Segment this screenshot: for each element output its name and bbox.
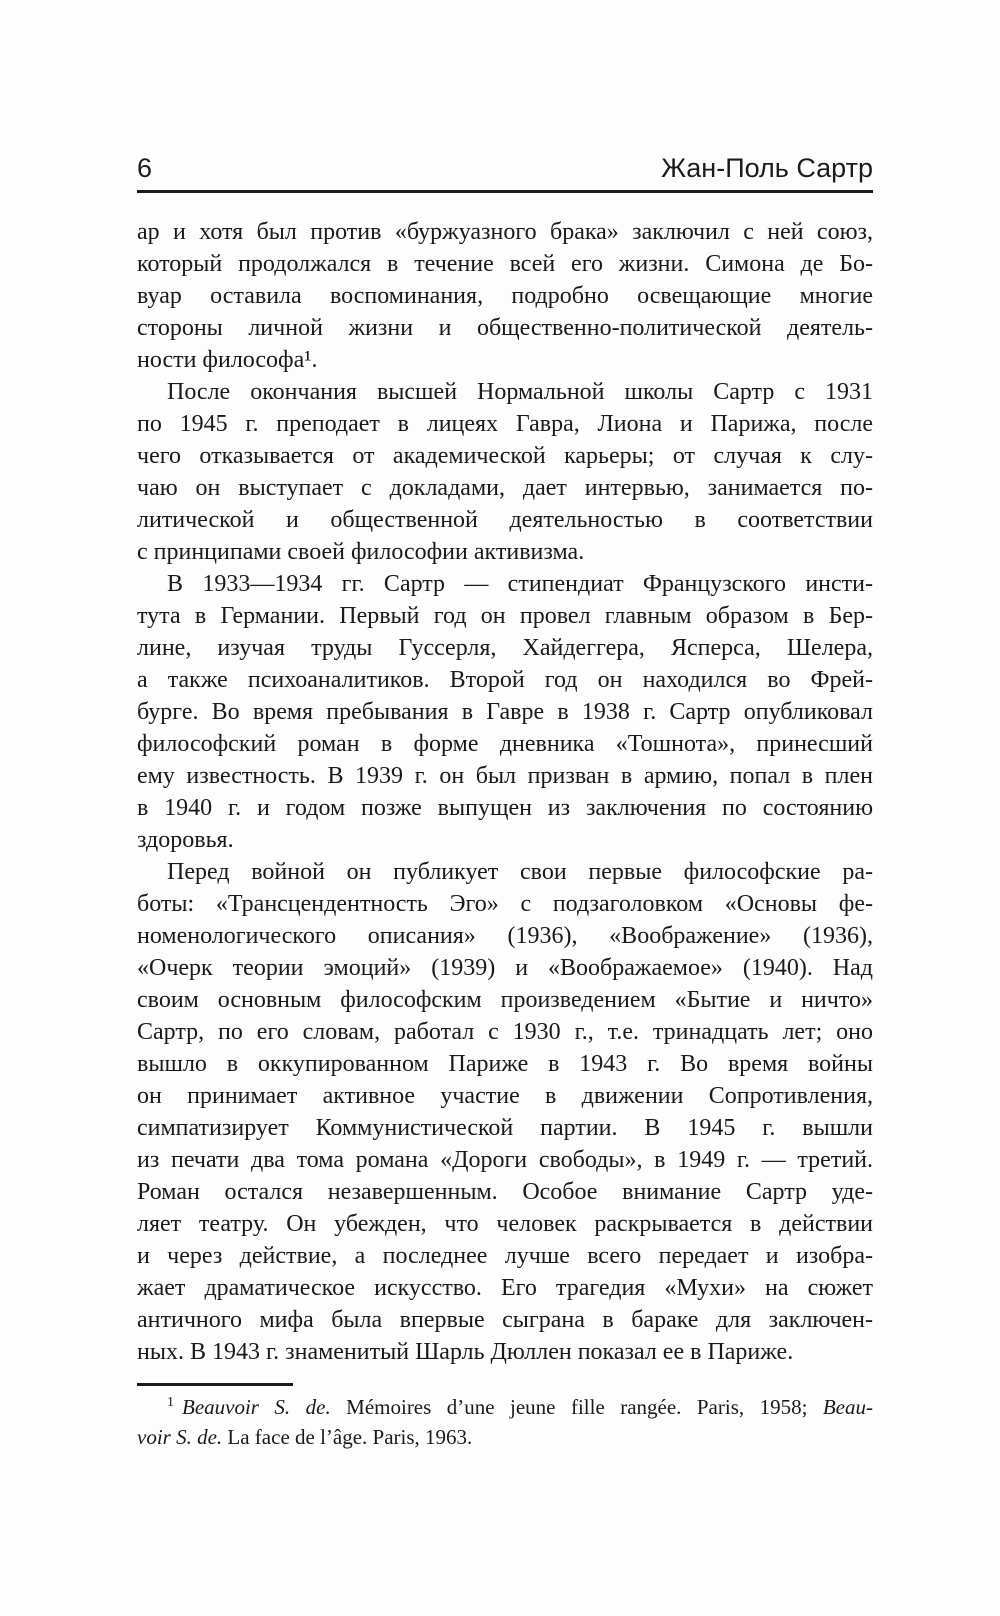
footnote bbox=[137, 1392, 873, 1452]
body-line: жает драматическое искусство. Его трагедия «Мухи» на сюжет bbox=[137, 1275, 873, 1301]
header-rule bbox=[137, 190, 873, 193]
footnote-author: Beauvoir S. de. bbox=[182, 1395, 331, 1419]
body-line: В 1933—1934 гг. Сартр — стипендиат Французского инсти- bbox=[167, 571, 873, 597]
body-line: а также психоаналитиков. Второй год он находился во Фрей- bbox=[137, 667, 873, 693]
body-line: философский роман в форме дневника «Тошнота», принесший bbox=[137, 731, 873, 757]
body-line: ных. В 1943 г. знаменитый Шарль Дюллен показал ее в Париже. bbox=[137, 1339, 794, 1365]
body-line: литической и общественной деятельностью в соответствии bbox=[137, 507, 873, 533]
footnote-reference-text-2: La face de l’âge. Paris, 1963. bbox=[227, 1425, 473, 1449]
footnote-reference-text: Mémoires d’une jeune fille rangée. Paris, 1958; bbox=[346, 1395, 808, 1419]
body-line: После окончания высшей Нормальной школы Сартр с 1931 bbox=[167, 379, 873, 405]
body-line: который продолжался в течение всей его жизни. Симона де Бо- bbox=[137, 251, 873, 277]
body-line: античного мифа была впервые сыграна в бараке для заключен- bbox=[137, 1307, 873, 1333]
footnote-author-carryover: Beau- bbox=[822, 1395, 873, 1419]
body-line: номенологического описания» (1936), «Воображение» (1936), bbox=[137, 923, 873, 949]
body-line: ему известность. В 1939 г. он был призван в армию, попал в плен bbox=[137, 763, 873, 789]
body-line: симпатизирует Коммунистической партии. В 1945 г. вышли bbox=[137, 1115, 873, 1141]
body-line: и через действие, а последнее лучше всего передает и изобра- bbox=[137, 1243, 873, 1269]
body-line: лине, изучая труды Гуссерля, Хайдеггера, Ясперса, Шелера, bbox=[137, 635, 873, 661]
body-line: «Очерк теории эмоций» (1939) и «Воображаемое» (1940). Над bbox=[137, 955, 873, 981]
footnote-line-1 bbox=[137, 1392, 873, 1422]
body-line: из печати два тома романа «Дороги свободы», в 1949 г. — третий. bbox=[137, 1147, 873, 1173]
body-line: в 1940 г. и годом позже выпущен из заключения по состоянию bbox=[137, 795, 873, 821]
body-line: чаю он выступает с докладами, дает интервью, занимается по- bbox=[137, 475, 873, 501]
body-line: ар и хотя был против «буржуазного брака» заключил с ней союз, bbox=[137, 219, 873, 245]
footnote-rule bbox=[137, 1383, 293, 1386]
body-line: ности философа¹. bbox=[137, 347, 318, 373]
footnote-line-2 bbox=[137, 1422, 873, 1452]
footnote-author-continuation: voir S. de. bbox=[137, 1425, 223, 1449]
body-line: по 1945 г. преподает в лицеях Гавра, Лиона и Парижа, после bbox=[137, 411, 873, 437]
body-line: вышло в оккупированном Париже в 1943 г. Во время войны bbox=[137, 1051, 873, 1077]
body-line: боты: «Трансцендентность Эго» с подзаголовком «Основы фе- bbox=[137, 891, 873, 917]
body-line: своим основным философским произведением «Бытие и ничто» bbox=[137, 987, 873, 1013]
footnote-marker: 1 bbox=[167, 1395, 174, 1410]
body-line: Сартр, по его словам, работал с 1930 г., т.е. тринадцать лет; оно bbox=[137, 1019, 873, 1045]
body-line: он принимает активное участие в движении Сопротивления, bbox=[137, 1083, 873, 1109]
body-line: тута в Германии. Первый год он провел главным образом в Бер- bbox=[137, 603, 873, 629]
body-line: ляет театру. Он убежден, что человек раскрывается в действии bbox=[137, 1211, 873, 1237]
body-line: здоровья. bbox=[137, 827, 234, 853]
running-title: Жан-Поль Сартр bbox=[661, 153, 873, 183]
page-number: 6 bbox=[137, 153, 153, 183]
body-line: бурге. Во время пребывания в Гавре в 1938 г. Сартр опубликовал bbox=[137, 699, 873, 725]
body-line: Перед войной он публикует свои первые философские ра- bbox=[167, 859, 873, 885]
body-line: с принципами своей философии активизма. bbox=[137, 539, 585, 565]
page-header bbox=[137, 153, 873, 184]
body-line: чего отказывается от академической карьеры; от случая к слу- bbox=[137, 443, 873, 469]
body-line: стороны личной жизни и общественно-политической деятель- bbox=[137, 315, 873, 341]
body-line: вуар оставила воспоминания, подробно освещающие многие bbox=[137, 283, 873, 309]
body-line: Роман остался незавершенным. Особое внимание Сартр уде- bbox=[137, 1179, 873, 1205]
body-text bbox=[137, 216, 873, 1368]
